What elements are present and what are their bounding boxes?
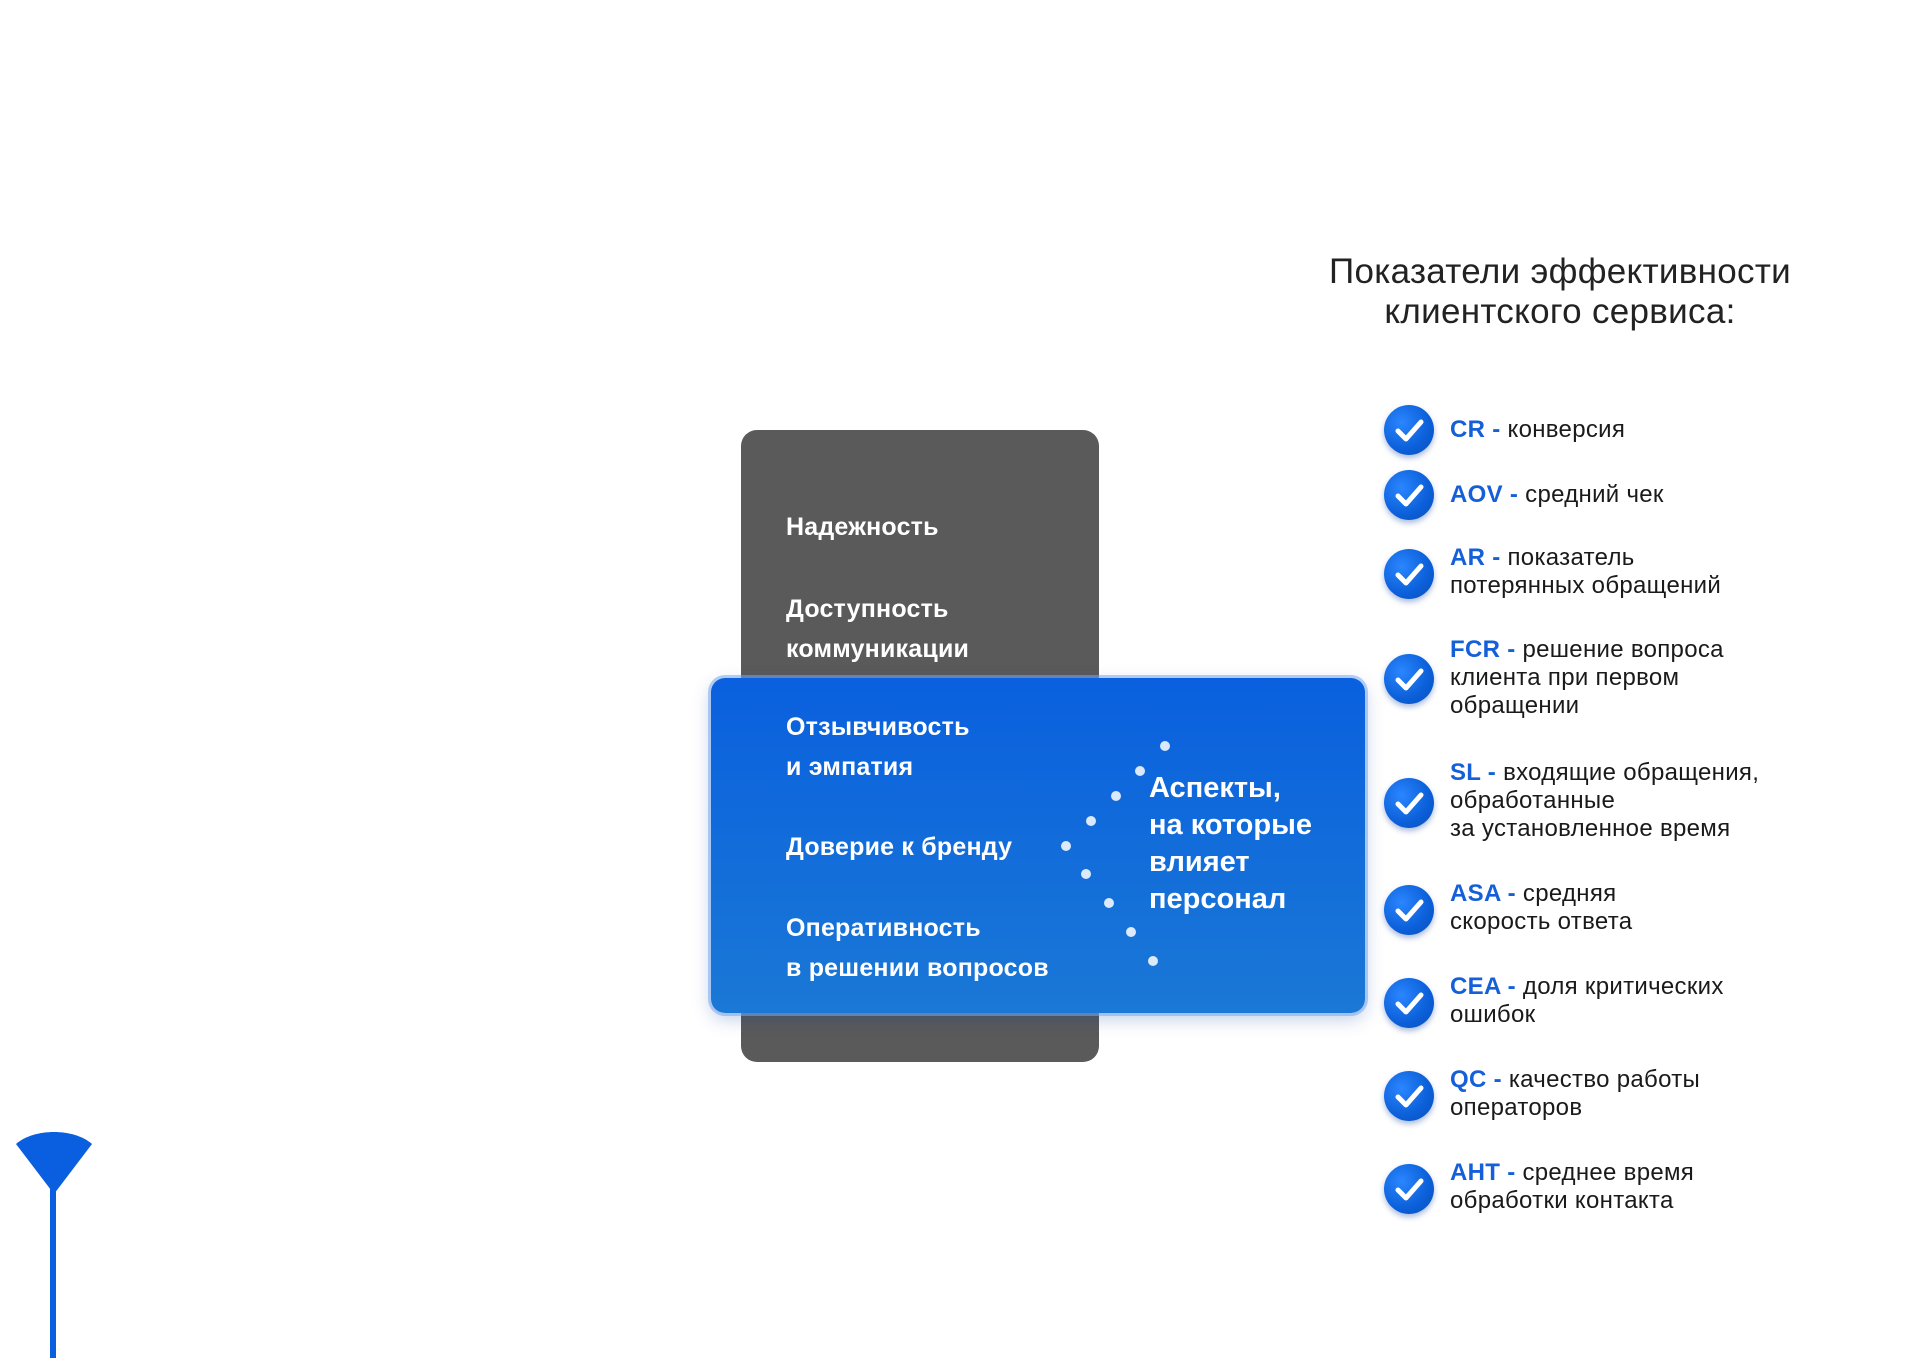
kpi-description: качество работы [1508,1066,1701,1093]
check-circle-icon [1384,405,1434,455]
kpi-text [1450,481,1850,509]
kpi-description-line: обработанные [1450,787,1616,814]
kpi-description-line: скорость ответа [1450,908,1633,935]
kpi-description: показатель [1500,544,1635,571]
kpi-description-line: клиента при первом [1450,664,1680,691]
kpi-description-line: потерянных обращений [1450,572,1722,599]
pin-line [50,1175,56,1358]
staff-aspects-line-3: влияет [1149,846,1250,878]
kpi-title [1290,252,1830,332]
kpi-description-line: ошибок [1450,1001,1536,1028]
staff-aspects-label [1149,770,1359,918]
kpi-code: AOV - [1450,481,1519,508]
kpi-description: среднее время [1522,1159,1695,1186]
kpi-description: входящие обращения, [1503,759,1760,786]
arc-dot [1135,766,1145,776]
arc-dot [1160,741,1170,751]
kpi-description-line: обработки контакта [1450,1187,1674,1214]
kpi-text [1450,416,1850,444]
kpi-text [1450,544,1850,600]
kpi-description-line: обращении [1450,692,1580,719]
kpi-code: QC - [1450,1066,1502,1093]
kpi-code: CR - [1450,416,1501,443]
check-circle-icon [1384,885,1434,935]
staff-aspects-line-2: на которые [1149,809,1312,841]
aspect-item-brand-trust: Доверие к бренду [786,833,1013,861]
kpi-description: средняя [1522,880,1617,907]
check-circle-icon [1384,978,1434,1028]
kpi-text [1450,636,1850,720]
quality-item-reliability: Надежность [786,513,939,541]
kpi-text [1450,1066,1850,1122]
quality-item-accessibility: Доступность [786,595,949,623]
aspect-item-responsiveness-line-2: и эмпатия [786,753,914,781]
kpi-title-line-2: клиентского сервиса: [1384,292,1736,331]
quality-item-accessibility-line-2: коммуникации [786,635,970,663]
arc-dot [1148,956,1158,966]
kpi-description: доля критических [1522,973,1724,1000]
staff-aspects-card [711,678,1365,1013]
kpi-code: ASA - [1450,880,1516,907]
check-circle-icon [1384,549,1434,599]
aspect-item-efficiency: Оперативность [786,914,981,942]
arc-dot [1081,869,1091,879]
kpi-description-line: за установленное время [1450,815,1731,842]
staff-aspects-line-4: персонал [1149,883,1287,915]
kpi-text [1450,880,1850,936]
kpi-text [1450,973,1850,1029]
staff-aspects-line-1: Аспекты, [1149,772,1281,804]
aspect-item-responsiveness: Отзывчивость [786,713,970,741]
kpi-code: FCR - [1450,636,1516,663]
check-circle-icon [1384,654,1434,704]
kpi-description: средний чек [1525,481,1664,508]
check-circle-icon [1384,470,1434,520]
kpi-description-line: операторов [1450,1094,1583,1121]
kpi-code: SL - [1450,759,1497,786]
kpi-description: конверсия [1507,416,1626,443]
kpi-code: CEA - [1450,973,1516,1000]
kpi-title-line-1: Показатели эффективности [1328,252,1792,291]
arc-dot [1104,898,1114,908]
kpi-code: AHT - [1450,1159,1516,1186]
arc-dot [1061,841,1071,851]
aspect-item-efficiency-line-2: в решении вопросов [786,954,1049,982]
check-circle-icon [1384,1164,1434,1214]
kpi-text [1450,759,1850,843]
check-circle-icon [1384,778,1434,828]
arc-dot [1086,816,1096,826]
arc-dot [1111,791,1121,801]
arc-dot [1126,927,1136,937]
kpi-description: решение вопроса [1522,636,1724,663]
check-circle-icon [1384,1071,1434,1121]
kpi-code: AR - [1450,544,1501,571]
kpi-text [1450,1159,1850,1215]
